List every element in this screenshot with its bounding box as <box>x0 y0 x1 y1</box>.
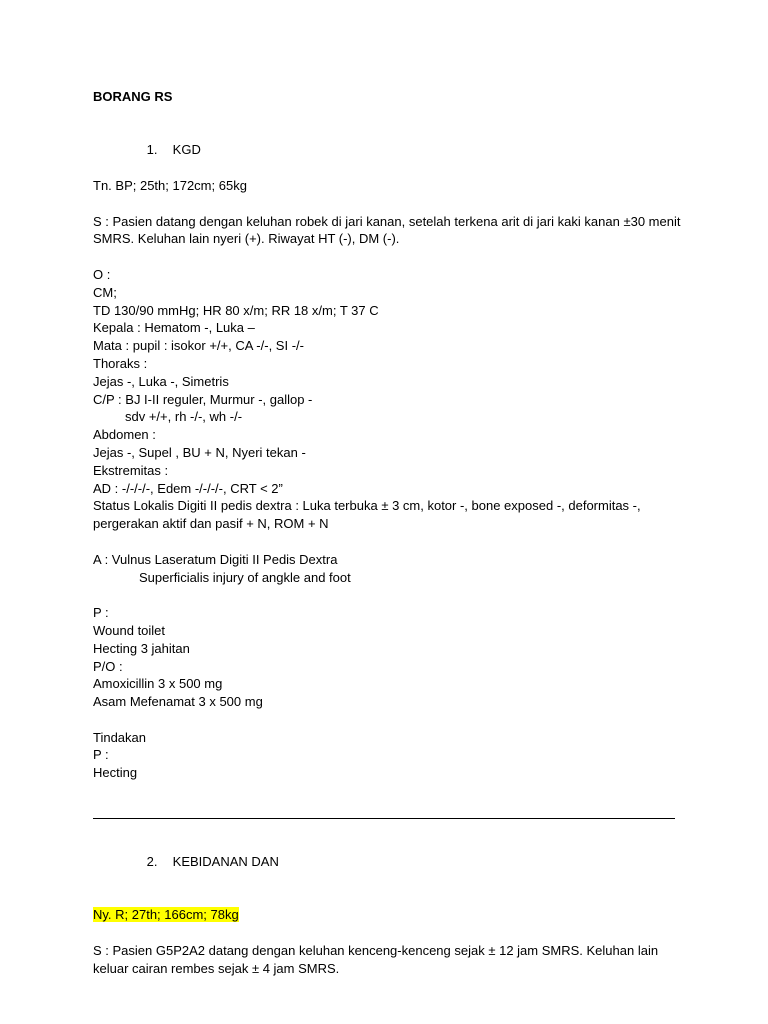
case2-number: 2. <box>146 853 158 869</box>
case1-objective-line: Ekstremitas : <box>93 462 169 478</box>
case1-objective-line: Jejas -, Supel , BU + N, Nyeri tekan - <box>93 444 306 460</box>
section-divider <box>93 818 675 819</box>
case1-plan-line: Amoxicillin 3 x 500 mg <box>93 676 223 692</box>
case1-objective-line: AD : -/-/-/-, Edem -/-/-/-, CRT < 2” <box>93 480 283 496</box>
case1-number: 1. <box>146 142 158 158</box>
case1-plan-line: Wound toilet <box>93 622 166 638</box>
case1-action-line: P : <box>93 747 109 763</box>
case1-objective-line: O : <box>93 266 111 282</box>
case1-objective-line: Thoraks : <box>93 355 148 371</box>
case2-subjective: S : Pasien G5P2A2 datang dengan keluhan kenceng-kenceng sejak ± 12 jam SMRS. Keluhan lain keluar cairan rembes sejak ± 4 jam SMRS. <box>93 942 662 976</box>
case1-action-line: Tindakan <box>93 729 146 745</box>
case2-patient-highlight: Ny. R; 27th; 166cm; 78kg <box>93 907 239 923</box>
case1-plan-line: P : <box>93 605 109 621</box>
case1-objective-line: CM; <box>93 284 117 300</box>
case1-objective-line: Jejas -, Luka -, Simetris <box>93 373 229 389</box>
case1-subjective: S : Pasien datang dengan keluhan robek di jari kanan, setelah terkena arit di jari kaki kanan ±30 menit SMRS. Keluhan lain nyeri (+). Riwayat HT (-), DM (-). <box>93 213 685 247</box>
case1-objective-line: sdv +/+, rh -/-, wh -/- <box>125 409 243 425</box>
case1-plan-line: Asam Mefenamat 3 x 500 mg <box>93 694 263 710</box>
case1-heading <box>93 124 683 177</box>
case1-action-line: Hecting <box>93 765 138 781</box>
case1-objective-line: Mata : pupil : isokor +/+, CA -/-, SI -/- <box>93 338 304 354</box>
case1-plan-line: P/O : <box>93 658 123 674</box>
case2-heading-text: KEBIDANAN DAN <box>172 853 279 869</box>
case1-patient: Tn. BP; 25th; 172cm; 65kg <box>93 177 247 193</box>
document-content <box>93 88 683 977</box>
case1-objective-line: TD 130/90 mmHg; HR 80 x/m; RR 18 x/m; T 37 C <box>93 302 379 318</box>
document-title: BORANG RS <box>93 89 173 104</box>
case1-assessment: A : Vulnus Laseratum Digiti II Pedis Dextra <box>93 551 338 567</box>
case1-objective-line: Abdomen : <box>93 427 156 443</box>
case1-plan-line: Hecting 3 jahitan <box>93 640 190 656</box>
case1-heading-text: KGD <box>172 142 201 158</box>
case2-patient-line <box>93 906 683 924</box>
case1-objective-line: C/P : BJ I-II reguler, Murmur -, gallop - <box>93 391 313 407</box>
case1-objective-line: Kepala : Hematom -, Luka – <box>93 320 255 336</box>
case1-assessment-detail: Superficialis injury of angkle and foot <box>139 569 351 585</box>
case1-objective-line: Status Lokalis Digiti II pedis dextra : Luka terbuka ± 3 cm, kotor -, bone exposed -, deformitas -, pergerakan aktif dan pasif + N, ROM + N <box>93 498 645 532</box>
case2-heading <box>93 835 683 888</box>
